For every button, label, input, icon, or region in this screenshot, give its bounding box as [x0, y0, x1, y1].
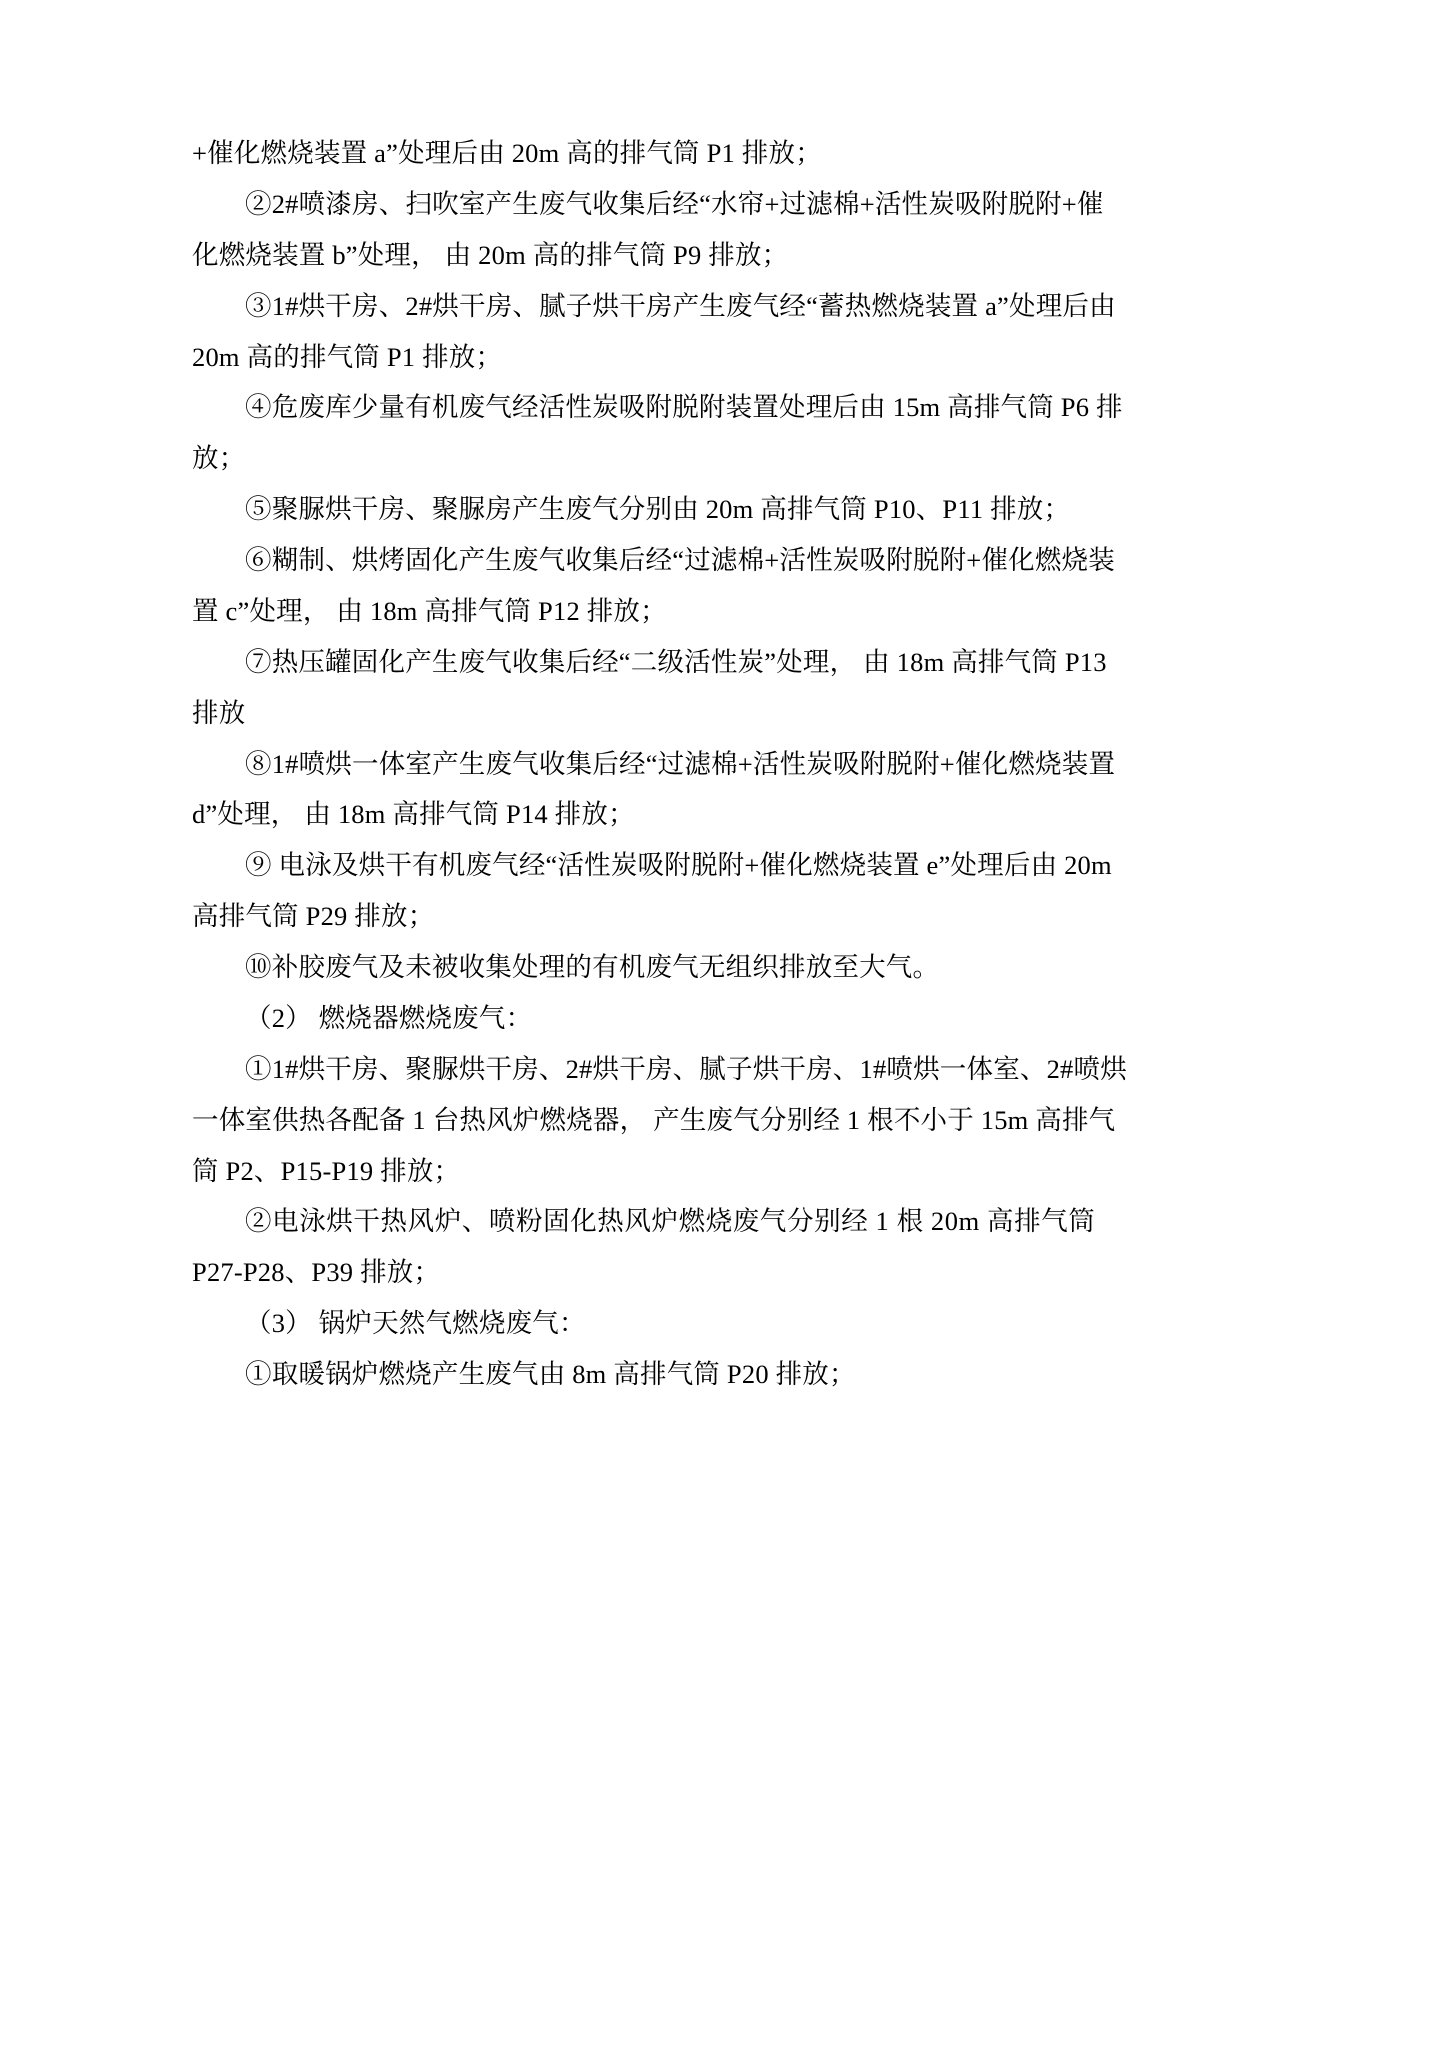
paragraph: ⑨ 电泳及烘干有机废气经“活性炭吸附脱附+催化燃烧装置 e”处理后由 20m [245, 850, 1112, 881]
paragraph: ①1#烘干房、聚脲烘干房、2#烘干房、腻子烘干房、1#喷烘一体室、2#喷烘 [245, 1053, 1127, 1084]
document-body [192, 128, 1256, 1400]
paragraph: 化燃烧装置 b”处理， 由 20m 高的排气筒 P9 排放； [192, 239, 789, 270]
section-heading: （2） 燃烧器燃烧废气： [245, 1002, 533, 1033]
paragraph: d”处理， 由 18m 高排气筒 P14 排放； [192, 799, 635, 830]
paragraph: ①取暖锅炉燃烧产生废气由 8m 高排气筒 P20 排放； [245, 1359, 856, 1389]
paragraph: 筒 P2、P15-P19 排放； [192, 1155, 461, 1186]
paragraph: ⑦热压罐固化产生废气收集后经“二级活性炭”处理， 由 18m 高排气筒 P13 [245, 646, 1107, 677]
paragraph: ⑧1#喷烘一体室产生废气收集后经“过滤棉+活性炭吸附脱附+催化燃烧装置 [245, 748, 1116, 779]
paragraph: 放； [192, 443, 246, 474]
paragraph: 一体室供热各配备 1 台热风炉燃烧器， 产生废气分别经 1 根不小于 15m 高排气 [192, 1104, 1116, 1135]
paragraph: 排放 [192, 697, 246, 728]
paragraph: ③1#烘干房、2#烘干房、腻子烘干房产生废气经“蓄热燃烧装置 a”处理后由 [245, 290, 1116, 321]
paragraph: 置 c”处理， 由 18m 高排气筒 P12 排放； [192, 595, 667, 626]
paragraph: 高排气筒 P29 排放； [192, 901, 435, 932]
paragraph: ⑥糊制、烘烤固化产生废气收集后经“过滤棉+活性炭吸附脱附+催化燃烧装 [245, 545, 1115, 575]
section-heading: （3） 锅炉天然气燃烧废气： [245, 1308, 586, 1339]
paragraph: ②电泳烘干热风炉、喷粉固化热风炉燃烧废气分别经 1 根 20m 高排气筒 [245, 1206, 1096, 1237]
paragraph: 20m 高的排气筒 P1 排放； [192, 341, 503, 372]
paragraph: +催化燃烧装置 a”处理后由 20m 高的排气筒 P1 排放； [192, 138, 822, 168]
paragraph: P27-P28、P39 排放； [192, 1257, 441, 1288]
paragraph: ⑤聚脲烘干房、聚脲房产生废气分别由 20m 高排气筒 P10、P11 排放； [245, 494, 1071, 525]
paragraph: ②2#喷漆房、扫吹室产生废气收集后经“水帘+过滤棉+活性炭吸附脱附+催 [245, 188, 1104, 219]
paragraph: ⑩补胶废气及未被收集处理的有机废气无组织排放至大气。 [245, 952, 940, 982]
paragraph: ④危废库少量有机废气经活性炭吸附脱附装置处理后由 15m 高排气筒 P6 排 [245, 392, 1123, 423]
